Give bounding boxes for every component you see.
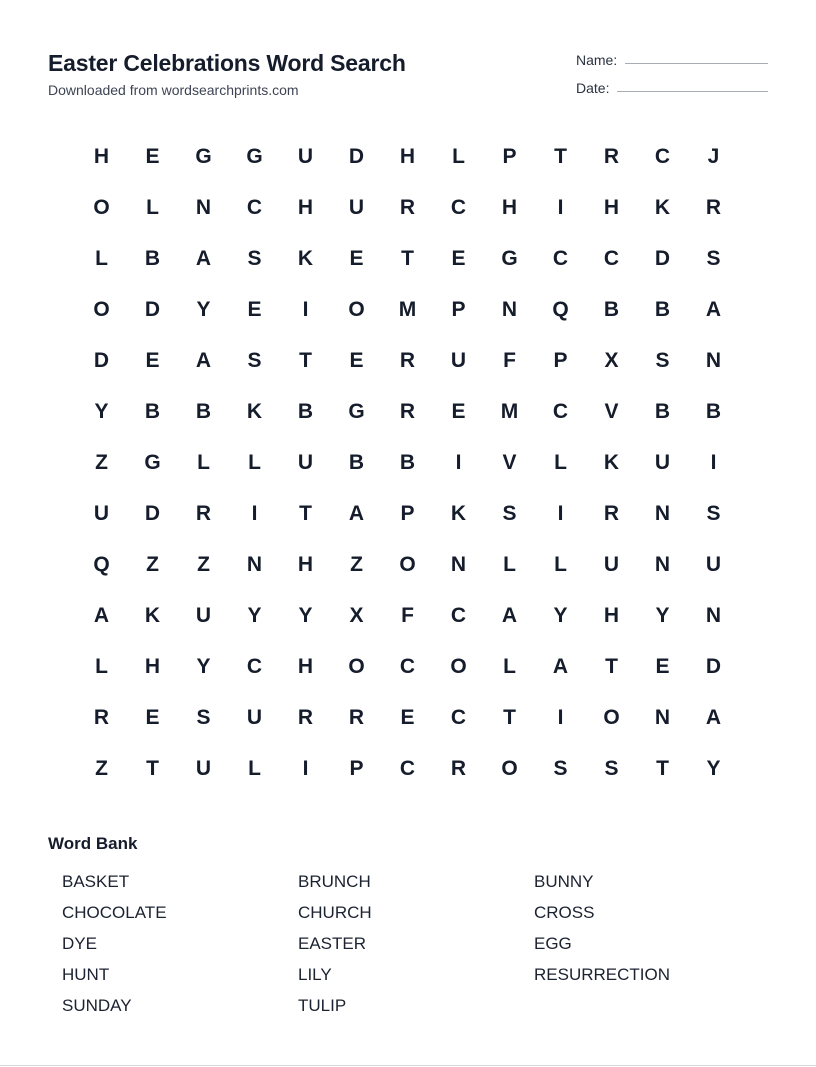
grid-letter: T: [401, 246, 414, 270]
grid-letter: O: [93, 195, 110, 219]
date-label: Date:: [576, 80, 610, 96]
grid-letter: V: [604, 399, 619, 423]
grid-letter: N: [705, 603, 722, 627]
word-bank-item: BASKET: [62, 872, 130, 891]
grid-letter: E: [451, 246, 466, 270]
source-credit: Downloaded from wordsearchprints.com: [48, 82, 299, 98]
grid-letter: L: [95, 246, 108, 270]
grid-letter: I: [251, 501, 258, 525]
word-bank-item: CROSS: [534, 903, 595, 922]
grid-letter: O: [93, 297, 110, 321]
word-bank-title: Word Bank: [48, 834, 138, 853]
grid-letter: A: [195, 246, 212, 270]
grid-letter: H: [297, 552, 314, 576]
grid-letter: Y: [298, 603, 313, 627]
letter-grid: [76, 131, 739, 794]
grid-letter: P: [502, 144, 517, 168]
grid-letter: N: [501, 297, 518, 321]
grid-letter: B: [297, 399, 314, 423]
grid-letter: A: [501, 603, 518, 627]
grid-letter: L: [248, 450, 261, 474]
grid-letter: G: [501, 246, 518, 270]
grid-letter: Z: [350, 552, 363, 576]
grid-letter: B: [654, 399, 671, 423]
grid-letter: C: [450, 195, 467, 219]
grid-letter: T: [299, 501, 312, 525]
grid-letter: D: [705, 654, 722, 678]
grid-letter: N: [654, 552, 671, 576]
grid-letter: Y: [706, 756, 721, 780]
grid-letter: H: [297, 195, 314, 219]
grid-letter: R: [297, 705, 314, 729]
grid-letter: U: [603, 552, 620, 576]
grid-letter: X: [349, 603, 364, 627]
grid-letter: R: [705, 195, 722, 219]
word-bank-item: CHURCH: [298, 903, 372, 922]
grid-letter: B: [195, 399, 212, 423]
grid-letter: P: [553, 348, 568, 372]
grid-letter: E: [247, 297, 262, 321]
name-field: [576, 48, 768, 68]
grid-letter: B: [603, 297, 620, 321]
grid-letter: C: [654, 144, 671, 168]
grid-letter: D: [144, 297, 161, 321]
word-bank-item: BRUNCH: [298, 872, 371, 891]
grid-letter: I: [557, 501, 564, 525]
grid-letter: U: [654, 450, 671, 474]
grid-letter: O: [348, 654, 365, 678]
grid-letter: G: [195, 144, 212, 168]
grid-letter: R: [603, 501, 620, 525]
grid-letter: A: [348, 501, 365, 525]
grid-letter: R: [399, 399, 416, 423]
word-bank-item: SUNDAY: [62, 996, 132, 1015]
grid-letter: S: [196, 705, 211, 729]
grid-letter: I: [557, 705, 564, 729]
grid-letter: H: [297, 654, 314, 678]
grid-letter: C: [246, 195, 263, 219]
grid-letter: N: [654, 705, 671, 729]
grid-letter: E: [145, 705, 160, 729]
grid-letter: E: [145, 144, 160, 168]
grid-letter: V: [502, 450, 517, 474]
grid-letter: P: [451, 297, 466, 321]
word-bank: [62, 866, 770, 1021]
grid-letter: C: [552, 246, 569, 270]
grid-letter: G: [246, 144, 263, 168]
grid-letter: S: [247, 348, 262, 372]
grid-letter: T: [605, 654, 618, 678]
grid-letter: K: [144, 603, 161, 627]
grid-letter: B: [654, 297, 671, 321]
grid-letter: F: [503, 348, 516, 372]
grid-letter: U: [246, 705, 263, 729]
grid-letter: H: [501, 195, 518, 219]
grid-letter: Y: [196, 654, 211, 678]
grid-letter: U: [297, 450, 314, 474]
grid-letter: L: [554, 552, 567, 576]
grid-letter: O: [603, 705, 620, 729]
date-field: [576, 76, 768, 96]
grid-letter: Y: [655, 603, 670, 627]
grid-letter: X: [604, 348, 619, 372]
grid-letter: O: [348, 297, 365, 321]
grid-letter: C: [450, 603, 467, 627]
grid-letter: G: [348, 399, 365, 423]
grid-letter: S: [502, 501, 517, 525]
word-bank-item: EASTER: [298, 934, 367, 953]
grid-letter: Q: [93, 552, 110, 576]
date-write-line: [617, 91, 768, 92]
grid-letter: C: [399, 756, 416, 780]
grid-letter: A: [93, 603, 110, 627]
grid-letter: L: [452, 144, 465, 168]
word-bank-item: BUNNY: [534, 872, 594, 891]
grid-letter: P: [400, 501, 415, 525]
grid-letter: L: [554, 450, 567, 474]
grid-letter: B: [705, 399, 722, 423]
grid-letter: Q: [552, 297, 569, 321]
grid-letter: H: [93, 144, 110, 168]
grid-letter: S: [247, 246, 262, 270]
grid-letter: P: [349, 756, 364, 780]
grid-letter: A: [195, 348, 212, 372]
grid-letter: H: [603, 603, 620, 627]
grid-letter: S: [553, 756, 568, 780]
word-bank-item: HUNT: [62, 965, 110, 984]
grid-letter: R: [399, 348, 416, 372]
grid-letter: T: [299, 348, 312, 372]
grid-letter: N: [654, 501, 671, 525]
grid-letter: A: [552, 654, 569, 678]
grid-letter: Z: [95, 756, 108, 780]
grid-letter: Y: [247, 603, 262, 627]
word-bank-item: TULIP: [298, 996, 347, 1015]
grid-letter: E: [145, 348, 160, 372]
grid-letter: U: [195, 756, 212, 780]
grid-letter: H: [399, 144, 416, 168]
grid-letter: Z: [197, 552, 210, 576]
grid-letter: E: [400, 705, 415, 729]
grid-letter: U: [450, 348, 467, 372]
grid-letter: F: [401, 603, 414, 627]
grid-letter: H: [144, 654, 161, 678]
word-bank-item: LILY: [298, 965, 332, 984]
grid-letter: C: [552, 399, 569, 423]
word-bank-item: DYE: [62, 934, 97, 953]
grid-letter: M: [500, 399, 519, 423]
grid-letter: Y: [94, 399, 109, 423]
grid-letter: R: [348, 705, 365, 729]
grid-letter: L: [95, 654, 108, 678]
grid-letter: O: [450, 654, 467, 678]
grid-letter: K: [654, 195, 671, 219]
grid-letter: R: [399, 195, 416, 219]
grid-letter: U: [297, 144, 314, 168]
word-bank-item: EGG: [534, 934, 572, 953]
grid-letter: I: [455, 450, 462, 474]
grid-letter: Y: [196, 297, 211, 321]
grid-letter: E: [451, 399, 466, 423]
grid-letter: B: [399, 450, 416, 474]
grid-letter: U: [195, 603, 212, 627]
grid-letter: E: [655, 654, 670, 678]
grid-letter: S: [604, 756, 619, 780]
grid-letter: U: [705, 552, 722, 576]
grid-letter: N: [195, 195, 212, 219]
grid-letter: K: [450, 501, 467, 525]
grid-letter: J: [707, 144, 720, 168]
grid-letter: Z: [95, 450, 108, 474]
grid-letter: E: [349, 246, 364, 270]
grid-letter: D: [348, 144, 365, 168]
grid-letter: T: [656, 756, 669, 780]
grid-letter: L: [503, 552, 516, 576]
grid-letter: Z: [146, 552, 159, 576]
grid-letter: U: [93, 501, 110, 525]
grid-letter: Y: [553, 603, 568, 627]
grid-letter: C: [399, 654, 416, 678]
grid-letter: O: [399, 552, 416, 576]
grid-letter: G: [144, 450, 161, 474]
grid-letter: M: [398, 297, 417, 321]
grid-letter: H: [603, 195, 620, 219]
grid-letter: D: [144, 501, 161, 525]
page-bottom-divider: [0, 1065, 816, 1066]
grid-letter: A: [705, 705, 722, 729]
grid-letter: T: [503, 705, 516, 729]
grid-letter: A: [705, 297, 722, 321]
name-label: Name:: [576, 52, 618, 68]
grid-letter: C: [246, 654, 263, 678]
grid-letter: T: [554, 144, 567, 168]
grid-letter: B: [348, 450, 365, 474]
word-bank-item: CHOCOLATE: [62, 903, 167, 922]
grid-letter: R: [603, 144, 620, 168]
page-title: Easter Celebrations Word Search: [48, 50, 406, 76]
grid-letter: N: [246, 552, 263, 576]
grid-letter: B: [144, 399, 161, 423]
grid-letter: D: [93, 348, 110, 372]
grid-letter: R: [195, 501, 212, 525]
grid-letter: T: [146, 756, 159, 780]
grid-letter: K: [246, 399, 263, 423]
word-bank-item: RESURRECTION: [534, 965, 671, 984]
grid-letter: C: [603, 246, 620, 270]
grid-letter: N: [705, 348, 722, 372]
grid-letter: C: [450, 705, 467, 729]
grid-letter: R: [93, 705, 110, 729]
grid-letter: K: [297, 246, 314, 270]
grid-letter: I: [557, 195, 564, 219]
grid-letter: E: [349, 348, 364, 372]
grid-letter: D: [654, 246, 671, 270]
grid-letter: I: [710, 450, 717, 474]
grid-letter: L: [146, 195, 159, 219]
grid-letter: S: [706, 501, 721, 525]
grid-letter: I: [302, 756, 309, 780]
grid-letter: L: [197, 450, 210, 474]
grid-letter: S: [706, 246, 721, 270]
grid-letter: S: [655, 348, 670, 372]
grid-letter: L: [248, 756, 261, 780]
grid-letter: I: [302, 297, 309, 321]
grid-letter: U: [348, 195, 365, 219]
grid-letter: L: [503, 654, 516, 678]
grid-letter: K: [603, 450, 620, 474]
name-write-line: [625, 63, 768, 64]
grid-letter: O: [501, 756, 518, 780]
grid-letter: R: [450, 756, 467, 780]
grid-letter: N: [450, 552, 467, 576]
grid-letter: B: [144, 246, 161, 270]
